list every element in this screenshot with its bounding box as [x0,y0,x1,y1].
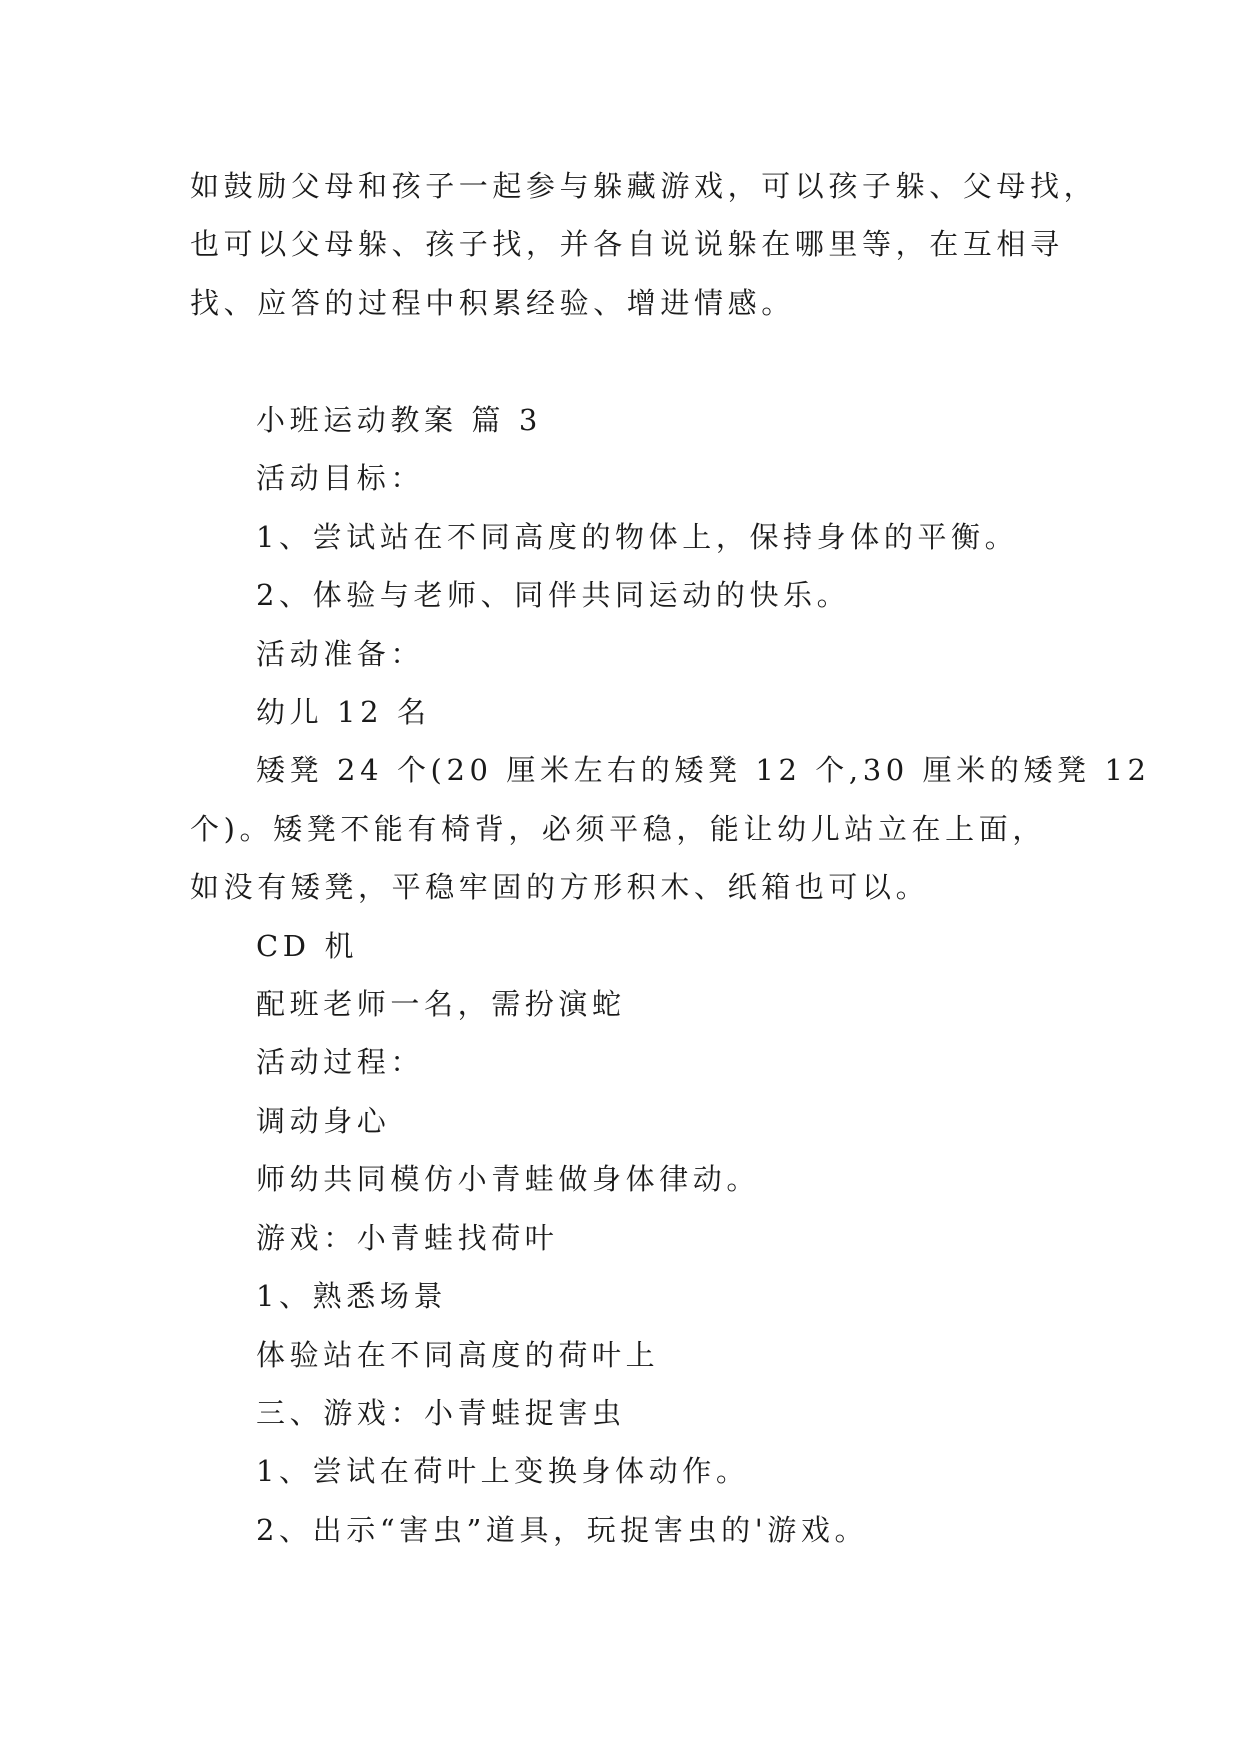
game2-step-2: 2、出示“害虫”道具，玩捉害虫的'游戏。 [256,1512,869,1547]
goal-heading: 活动目标： [256,461,425,496]
prep-stools-line-1: 矮凳 24 个(20 厘米左右的矮凳 12 个,30 厘米的矮凳 12 [256,753,1151,788]
prep-children: 幼儿 12 名 [256,695,431,730]
warmup-title: 调动身心 [256,1103,391,1138]
intro-line-3: 找、应答的过程中积累经验、增进情感。 [190,285,795,320]
prep-stools-line-3: 如没有矮凳，平稳牢固的方形积木、纸箱也可以。 [190,870,930,905]
game2-title: 三、游戏：小青蛙捉害虫 [256,1395,626,1430]
prep-teacher: 配班老师一名，需扮演蛇 [256,987,626,1022]
game1-step-1: 1、熟悉场景 [256,1279,448,1314]
intro-paragraph [190,157,1098,332]
game1-step-1-description: 体验站在不同高度的荷叶上 [256,1337,660,1372]
warmup-description: 师幼共同模仿小青蛙做身体律动。 [256,1162,761,1197]
process-heading: 活动过程： [256,1045,425,1080]
prep-heading: 活动准备： [256,636,425,671]
lesson-plan-section [190,391,1151,1559]
intro-line-2: 也可以父母躲、孩子找，并各自说说躲在哪里等，在互相寻 [190,227,1064,262]
intro-line-1: 如鼓励父母和孩子一起参与躲藏游戏，可以孩子躲、父母找， [190,169,1098,203]
section-title: 小班运动教案 篇 3 [256,403,542,437]
prep-cd-player: CD 机 [256,928,359,963]
goal-item-1: 1、尝试站在不同高度的物体上，保持身体的平衡。 [256,519,1019,554]
game1-title: 游戏：小青蛙找荷叶 [256,1220,559,1255]
prep-stools-line-2: 个)。矮凳不能有椅背，必须平稳，能让幼儿站立在上面， [190,811,1046,846]
goal-item-2: 2、体验与老师、同伴共同运动的快乐。 [256,578,851,613]
game2-step-1: 1、尝试在荷叶上变换身体动作。 [256,1454,750,1489]
